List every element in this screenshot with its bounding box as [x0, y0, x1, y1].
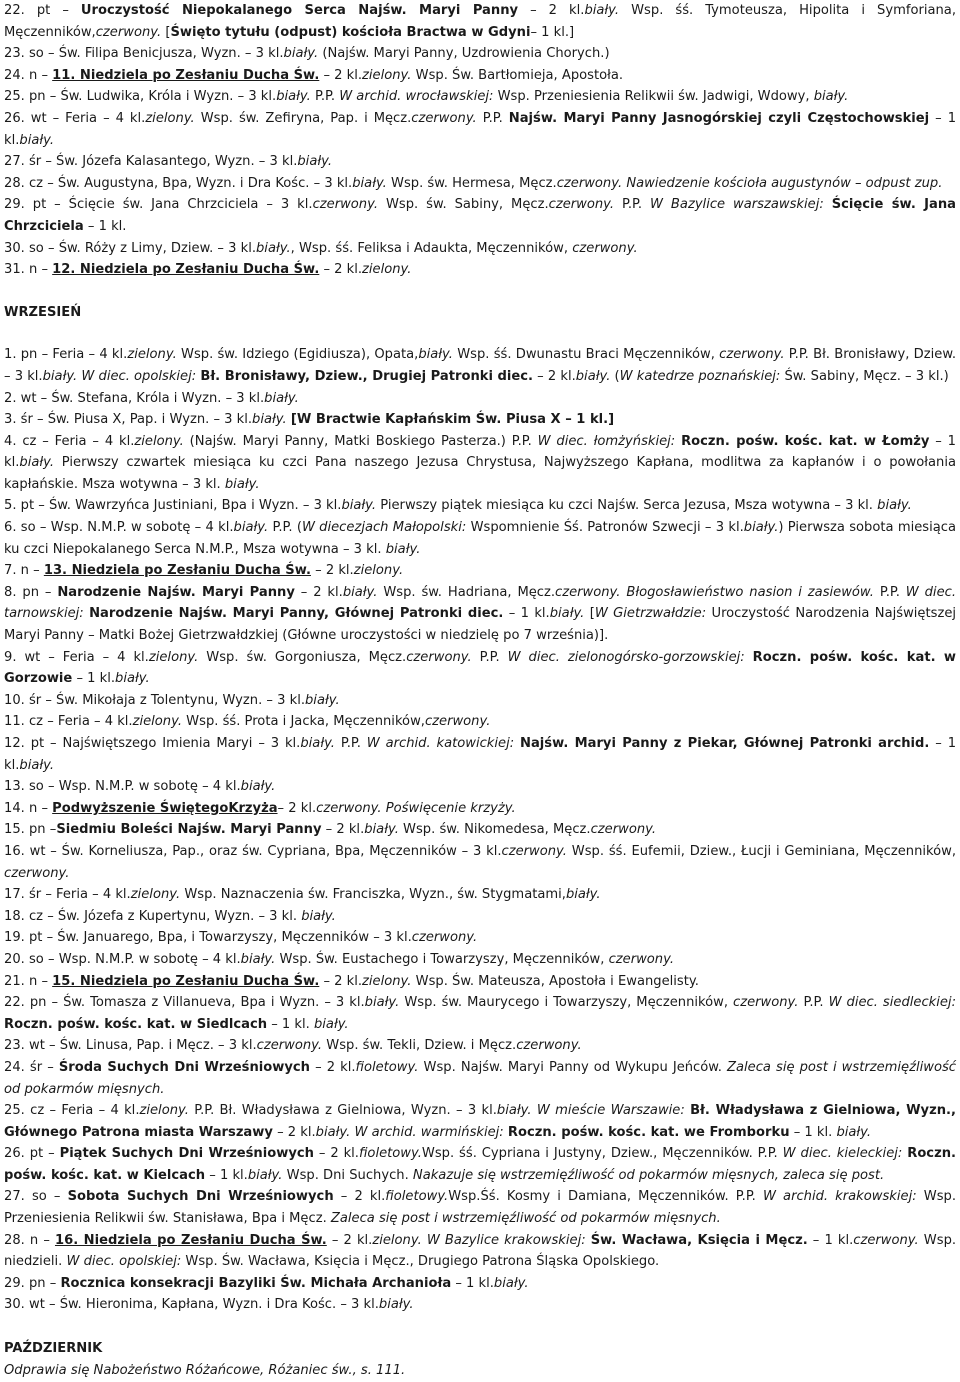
entry-text: 20. so – Wsp. N.M.P. w sobotę – 4 kl.: [4, 951, 241, 967]
entry-text: 22. pt –: [4, 3, 81, 18]
entry-text: – 1 kl.: [4, 736, 957, 773]
entry-text: 24. śr –: [4, 1059, 59, 1075]
calendar-entry: [4, 1100, 956, 1143]
calendar-entry: [4, 259, 956, 281]
entry-text: – 2 kl.: [518, 3, 585, 18]
entry-text: 8. pn –: [4, 584, 58, 600]
calendar-entry: [4, 43, 956, 65]
entry-text: W diec. łomżyńskiej:: [537, 433, 676, 449]
calendar-entry: [4, 344, 956, 387]
entry-text: 12. Niedziela po Zesłaniu Ducha Św.: [52, 262, 320, 278]
entry-text: – 1 kl.: [267, 1016, 314, 1032]
entry-text: biały.: [313, 1016, 349, 1032]
entry-text: – 2 kl.: [294, 584, 343, 600]
entry-text: biały.: [252, 412, 287, 428]
entry-text: 27. so –: [4, 1189, 68, 1205]
entry-text: biały.: [305, 692, 340, 708]
calendar-entry: [4, 388, 956, 410]
entry-text: 1. pn – Feria – 4 kl.: [4, 347, 128, 363]
entry-text: (: [610, 368, 620, 384]
calendar-entry: [4, 733, 956, 776]
entry-text: – 1 kl.: [4, 110, 957, 148]
entry-text: Błogosławieństwo nasion i zasiewów.: [626, 584, 874, 600]
entry-text: czerwony.: [572, 240, 638, 256]
entry-text: Najśw. Maryi Panny Jasnogórskiej czyli Częstochowskiej: [508, 110, 930, 126]
entry-text: Wsp. Przeniesienia Relikwii św. Stanisława, Bpa i Męcz.: [4, 1189, 956, 1227]
entry-text: Zaleca się post i wstrzemięźliwość od pokarmów mięsnych.: [330, 1211, 721, 1227]
entry-text: 4. cz – Feria – 4 kl.: [4, 433, 135, 449]
entry-text: – 2 kl.: [319, 262, 363, 278]
entry-text: – 1 kl.: [4, 433, 956, 471]
entry-text: , Wsp. śś. Feliksa i Adaukta, Męczenników,: [290, 240, 573, 256]
entry-text: Zaleca się post i wstrzemięźliwość od pokarmów mięsnych.: [4, 1059, 957, 1097]
calendar-entry: [4, 431, 956, 496]
entry-text: [745, 650, 753, 665]
entry-text: Wsp. niedzieli.: [4, 1232, 957, 1270]
entry-text: [: [584, 606, 595, 622]
entry-text: fioletowy.: [385, 1189, 449, 1205]
entry-text: biały.: [418, 347, 453, 363]
entry-text: Wsp. św. Tekli, Dziew. i Męcz.: [322, 1038, 517, 1054]
entry-text: czerwony.: [95, 24, 162, 40]
entry-text: biały.: [364, 995, 400, 1011]
entry-text: biały.: [575, 368, 611, 384]
entry-text: 11. Niedziela po Zesłaniu Ducha Św.: [52, 67, 320, 83]
entry-text: czerwony.: [516, 1038, 582, 1054]
entry-text: zielony.: [132, 714, 183, 730]
calendar-entry: [4, 65, 956, 87]
calendar-entry: [4, 1035, 956, 1057]
entry-text: zielony.: [362, 262, 412, 278]
entry-text: Roczn. pośw. kośc. kat. w Gorzowie: [4, 649, 957, 687]
entry-text: zielony.: [127, 347, 177, 363]
entry-text: czerwony.: [312, 197, 378, 213]
entry-text: biały.: [813, 89, 849, 105]
entry-text: 19. pt – Św. Januarego, Bpa, i Towarzyszy, Męczenników – 3 kl.: [4, 930, 412, 946]
entry-text: (Najśw. Maryi Panny, Uzdrowienia Chorych.): [318, 46, 610, 62]
entry-text: – 1 kl.: [503, 606, 550, 622]
entry-text: W Bazylice krakowskiej:: [426, 1232, 586, 1248]
entry-text: – 1 kl.: [789, 1124, 837, 1140]
entry-text: Wsp. Św. Bartłomieja, Apostoła.: [411, 67, 624, 83]
entry-text: W diec. opolskiej:: [66, 1254, 182, 1270]
entry-text: Uroczystość Niepokalanego Serca Najśw. Maryi Panny: [80, 3, 519, 18]
entry-text: – 1 kl.: [451, 1275, 494, 1291]
entry-text: zielony.: [362, 67, 412, 83]
entry-text: 29. pn –: [4, 1275, 61, 1291]
entry-text: W diec. kieleckiej:: [782, 1146, 903, 1162]
calendar-entry: [4, 173, 956, 195]
entry-text: – 2 kl.: [333, 1189, 386, 1205]
entry-text: biały.: [584, 3, 620, 18]
entry-text: – 2 kl.: [277, 800, 317, 816]
entry-text: W archid. warmińskiej:: [354, 1124, 504, 1140]
entry-text: biały.: [240, 779, 276, 795]
calendar-entry: [4, 108, 956, 151]
entry-text: Sobota Suchych Dni Wrześniowych: [67, 1189, 334, 1205]
calendar-entry: [4, 495, 956, 517]
entry-text: biały.: [877, 498, 912, 514]
entry-text: Wsp. św. Zefiryna, Pap. i Męcz.: [194, 110, 412, 126]
entry-text: biały.: [301, 908, 336, 924]
entry-text: Wsp. św. Hermesa, Męcz.: [386, 175, 557, 191]
entry-text: Nakazuje się wstrzemięźliwość od pokarmów mięsnych, zaleca się post.: [412, 1167, 885, 1183]
calendar-entry: [4, 992, 956, 1035]
entry-text: zielony.: [362, 973, 412, 989]
entry-text: czerwony.: [548, 197, 615, 213]
entry-text: 22. pn – Św. Tomasza z Villanueva, Bpa i Wyzn. – 3 kl.: [4, 995, 365, 1011]
entry-text: P.P.: [798, 995, 829, 1011]
entry-text: czerwony.: [316, 800, 382, 816]
calendar-entry: [4, 1294, 956, 1316]
entry-text: W archid. katowickiej:: [366, 736, 515, 751]
entry-text: Uroczystość Narodzenia Najświętszej Maryi Panny – Matki Bożej Gietrzwałdzkiej (Główne uroczystości w niedzielę po 7 września)].: [4, 606, 957, 644]
entry-text: P.P.: [310, 89, 340, 105]
entry-text: Najśw. Maryi Panny z Piekar, Głównej Patronki archid.: [520, 736, 930, 751]
entry-text: Wsp. Św. Eustachego i Towarzyszy, Męczenników,: [275, 951, 609, 967]
entry-text: 18. cz – Św. Józefa z Kupertynu, Wyzn. – 3 kl.: [4, 908, 302, 924]
entry-text: biały.: [378, 1297, 414, 1313]
calendar-entry: [4, 690, 956, 712]
entry-text: biały.: [283, 46, 319, 62]
entry-text: 27. śr – Św. Józefa Kalasantego, Wyzn. – 3 kl.: [4, 154, 298, 170]
entry-text: biały.: [224, 476, 260, 492]
entry-text: Wsp. Św. Wacława, Księcia i Męcz., Drugiego Patrona Śląska Opolskiego.: [181, 1254, 660, 1270]
entry-text: czerwony.: [853, 1232, 919, 1248]
entry-text: Roczn. pośw. kośc. kat. we Fromborku: [507, 1124, 790, 1140]
calendar-entry: [4, 841, 956, 884]
entry-text: biały.: [493, 1275, 529, 1291]
entry-text: biały.: [342, 584, 378, 600]
entry-text: 16. wt – Św. Korneliusza, Pap., oraz św. Cypriana, Bpa, Męczenników – 3 kl.: [4, 843, 502, 859]
entry-text: biały.: [300, 736, 335, 751]
entry-text: Wsp. śś. Tymoteusza, Hipolita i Symforiana, Męczenników,: [4, 3, 956, 40]
entry-text: 6. so – Wsp. N.M.P. w sobotę – 4 kl.: [4, 520, 234, 536]
entry-text: czerwony.: [719, 347, 785, 363]
entry-text: biały.: [19, 132, 55, 148]
entry-text: biały.: [364, 822, 399, 838]
entry-text: W diecezjach Małopolski:: [301, 520, 467, 536]
entry-text: biały.: [42, 368, 78, 384]
entry-text: Rocznica konsekracji Bazyliki Św. Michała Archanioła: [60, 1275, 452, 1291]
entry-text: Poświęcenie krzyży.: [385, 800, 516, 816]
entry-text: Roczn. pośw. kośc. kat. w Łomży: [681, 433, 930, 449]
entry-text: 31. n –: [4, 262, 53, 278]
entry-text: – 2 kl.: [533, 368, 576, 384]
calendar-entry: [4, 1057, 956, 1100]
calendar-entry: [4, 1143, 956, 1186]
entry-text: zielony.: [372, 1232, 422, 1248]
entry-text: – 2 kl.: [313, 1146, 359, 1162]
entry-text: 26. wt – Feria – 4 kl.: [4, 110, 146, 126]
entry-text: biały.: [19, 455, 55, 471]
entry-text: Pierwszy czwartek miesiąca ku czci Pana naszego Jezusa Chrystusa, Najwyższego Kapłana, modlitwa za kapłanów i o powołania kapłańskie. Msza wotywna – 3 kl.: [4, 455, 956, 492]
entry-text: czerwony.: [556, 175, 623, 191]
entry-text: czerwony.: [424, 714, 491, 730]
entry-text: Wsp. św. Maurycego i Towarzyszy, Męczenników,: [399, 995, 734, 1011]
entry-text: P.P. Bł. Bronisławy, Dziew. – 3 kl.: [4, 347, 956, 384]
calendar-entry: [4, 1273, 956, 1295]
entry-text: biały.: [233, 520, 269, 536]
calendar-entry: [4, 1230, 956, 1273]
entry-text: 13. so – Wsp. N.M.P. w sobotę – 4 kl.: [4, 779, 241, 795]
entry-text: biały.: [565, 887, 601, 903]
august-section: [4, 0, 956, 281]
entry-text: [: [161, 24, 171, 40]
entry-text: 26. pt –: [4, 1146, 60, 1162]
calendar-entry: [4, 1186, 956, 1229]
entry-text: czerwony.: [608, 951, 674, 967]
entry-text: czerwony.: [555, 584, 621, 600]
calendar-entry: [4, 238, 956, 260]
calendar-entry: [4, 151, 956, 173]
entry-text: P.P.: [873, 584, 906, 600]
entry-text: Roczn. pośw. kośc. kat. w Siedlcach: [4, 1016, 268, 1032]
entry-text: Wsp. śś. Dwunastu Braci Męczenników,: [452, 347, 720, 363]
entry-text: biały.: [247, 1167, 283, 1183]
entry-text: – 2 kl.: [309, 1059, 356, 1075]
entry-text: 29. pt – Ścięcie św. Jana Chrzciciela – 3 kl.: [4, 197, 313, 213]
entry-text: Wsp. św. Hadriana, Męcz.: [377, 584, 556, 600]
entry-text: biały.: [549, 606, 585, 622]
entry-text: czerwony.: [406, 649, 472, 665]
entry-text: Wsp. śś. Cypriana i Justyny, Dziew., Męczenników. P.P.: [421, 1146, 783, 1162]
calendar-entry: [4, 582, 956, 647]
entry-text: Wsp. Św. Mateusza, Apostoła i Ewangelisty.: [411, 973, 699, 989]
calendar-entry: [4, 949, 956, 971]
entry-text: zielony.: [148, 649, 199, 665]
entry-text: W Gietrzwałdzie:: [594, 606, 707, 622]
entry-text: 3. śr – Św. Piusa X, Pap. i Wyzn. – 3 kl.: [4, 412, 253, 428]
entry-text: Św. Wacława, Księcia i Męcz.: [590, 1232, 808, 1248]
entry-text: Wsp.Śś. Kosmy i Damiana, Męczenników. P.P.: [448, 1189, 763, 1205]
entry-text: 11. cz – Feria – 4 kl.: [4, 714, 133, 730]
september-heading: WRZESIEŃ: [4, 304, 82, 320]
entry-text: Wsp. Przeniesienia Relikwii św. Jadwigi, Wdowy,: [493, 89, 814, 105]
entry-text: Wsp. Dni Suchych.: [282, 1167, 413, 1183]
calendar-entry: [4, 647, 956, 690]
entry-text: 9. wt – Feria – 4 kl.: [4, 649, 149, 665]
entry-text: biały.: [264, 390, 299, 406]
entry-text: czerwony.: [411, 110, 477, 126]
entry-text: Pierwszy piątek miesiąca ku czci Najśw. Serca Jezusa, Msza wotywna – 3 kl.: [376, 498, 878, 514]
entry-text: czerwony.: [256, 1038, 323, 1054]
entry-text: czerwony.: [733, 995, 799, 1011]
calendar-entry: [4, 776, 956, 798]
entry-text: Siedmiu Boleści Najśw. Maryi Panny: [56, 822, 322, 838]
entry-text: 28. cz – Św. Augustyna, Bpa, Wyzn. i Dra Kośc. – 3 kl.: [4, 175, 353, 191]
entry-text: biały.: [341, 498, 377, 514]
entry-text: W archid. wrocławskiej:: [339, 89, 494, 105]
entry-text: Wsp. św. Gorgoniusza, Męcz.: [198, 649, 407, 665]
entry-text: zielony.: [145, 110, 195, 126]
entry-text: Narodzenie Najśw. Maryi Panny: [57, 584, 295, 600]
entry-text: czerwony.: [501, 843, 567, 859]
entry-text: zielony.: [139, 1103, 189, 1119]
entry-text: 15. pn –: [4, 822, 57, 838]
entry-text: czerwony.: [4, 865, 70, 881]
entry-text: P.P.: [471, 649, 508, 665]
entry-text: Wsp. św. Nikomedesa, Męcz.: [398, 822, 591, 838]
entry-text: W diec. zielonogórsko-gorzowskiej:: [507, 649, 745, 665]
entry-text: Bł. Bronisławy, Dziew., Drugiej Patronki diec.: [200, 368, 533, 384]
entry-text: – 2 kl.: [319, 973, 363, 989]
entry-text: – 1 kl.: [83, 218, 127, 234]
entry-text: biały.: [240, 951, 276, 967]
entry-text: – 2 kl.: [319, 67, 363, 83]
entry-text: 25. cz – Feria – 4 kl.: [4, 1103, 140, 1119]
entry-text: Roczn. pośw. kośc. kat. w Kielcach: [4, 1146, 956, 1183]
entry-text: biały.: [385, 541, 421, 557]
entry-text: zielony.: [353, 563, 404, 579]
entry-text: 23. wt – Św. Linusa, Pap. i Męcz. – 3 kl.: [4, 1038, 257, 1054]
entry-text: (Najśw. Maryi Panny, Matki Boskiego Pasterza.) P.P.: [183, 433, 538, 449]
calendar-entry: [4, 711, 956, 733]
entry-text: Nawiedzenie kościoła augustynów – odpust zup.: [626, 175, 943, 191]
entry-text: czerwony.: [590, 822, 657, 838]
entry-text: P.P.: [476, 110, 509, 126]
entry-text: 30. so – Św. Róży z Limy, Dziew. – 3 kl.: [4, 240, 256, 256]
entry-text: 21. n –: [4, 973, 53, 989]
entry-text: fioletowy.: [355, 1059, 419, 1075]
entry-text: Narodzenie Najśw. Maryi Panny, Głównej Patronki diec.: [89, 606, 504, 622]
entry-text: – 2 kl.: [310, 563, 354, 579]
entry-text: Wspomnienie Śś. Patronów Szwecji – 3 kl.: [466, 520, 744, 536]
entry-text: biały.: [297, 154, 333, 170]
october-heading: PAŹDZIERNIK: [4, 1341, 103, 1357]
entry-text: 23. so – Św. Filipa Benicjusza, Wyzn. – 3 kl.: [4, 46, 284, 62]
entry-text: Środa Suchych Dni Wrześniowych: [58, 1059, 310, 1075]
entry-text: Święto tytułu (odpust) kościoła Bractwa w Gdyni: [170, 24, 531, 40]
entry-text: biały.: [115, 671, 150, 687]
entry-text: – 1 kl.]: [530, 24, 575, 40]
calendar-entry: [4, 409, 956, 431]
entry-text: – 1 kl.: [72, 671, 116, 687]
entry-text: Św. Sabiny, Męcz. – 3 kl.): [780, 368, 949, 384]
entry-text: 16. Niedziela po Zesłaniu Ducha Św.: [54, 1232, 327, 1248]
entry-text: biały.: [352, 175, 387, 191]
entry-text: biały.: [276, 89, 311, 105]
calendar-entry: [4, 0, 956, 43]
entry-text: 2. wt – Św. Stefana, Króla i Wyzn. – 3 kl.: [4, 390, 265, 406]
entry-text: 28. n –: [4, 1232, 55, 1248]
entry-text: W Bazylice warszawskiej:: [650, 197, 824, 213]
entry-text: Wsp. św. Sabiny, Męcz.: [378, 197, 549, 213]
entry-text: P.P.: [334, 736, 367, 751]
entry-text: W mieście Warszawie:: [536, 1103, 685, 1119]
entry-text: 25. pn – Św. Ludwika, Króla i Wyzn. – 3 kl.: [4, 89, 277, 105]
entry-text: czerwony.: [411, 930, 478, 946]
entry-text: 12. pt – Najświętszego Imienia Maryi – 3 kl.: [4, 736, 301, 751]
october-note: Odprawia się Nabożeństwo Różańcowe, Różaniec św., s. 111.: [4, 1362, 406, 1378]
calendar-entry: [4, 819, 956, 841]
entry-text: 7. n –: [4, 563, 44, 579]
calendar-entry: [4, 560, 956, 582]
calendar-entry: [4, 798, 956, 820]
entry-text: zielony.: [134, 433, 184, 449]
entry-text: 10. śr – Św. Mikołaja z Tolentynu, Wyzn. – 3 kl.: [4, 692, 305, 708]
calendar-entry: [4, 884, 956, 906]
calendar-entry: [4, 927, 956, 949]
entry-text: W diec. tarnowskiej:: [4, 584, 956, 622]
entry-text: Podwyższenie ŚwiętegoKrzyża: [52, 800, 278, 816]
entry-text: biały.: [836, 1124, 872, 1140]
calendar-entry: [4, 971, 956, 993]
entry-text: 30. wt – Św. Hieronima, Kapłana, Wyzn. i Dra Kośc. – 3 kl.: [4, 1297, 379, 1313]
entry-text: – 1 kl.: [205, 1167, 248, 1183]
entry-text: Piątek Suchych Dni Wrześniowych: [59, 1146, 314, 1162]
entry-text: 5. pt – Św. Wawrzyńca Justiniani, Bpa i Wyzn. – 3 kl.: [4, 498, 342, 514]
calendar-entry: [4, 906, 956, 928]
entry-text: biały.: [315, 1124, 351, 1140]
entry-text: W diec. siedleckiej:: [828, 995, 956, 1011]
entry-text: W archid. krakowskiej:: [762, 1189, 917, 1205]
calendar-entry: [4, 194, 956, 237]
entry-text: 13. Niedziela po Zesłaniu Ducha Św.: [43, 563, 311, 579]
entry-text: 17. śr – Feria – 4 kl.: [4, 887, 131, 903]
entry-text: P.P. Bł. Władysława z Gielniowa, Wyzn. – 3 kl.: [188, 1103, 497, 1119]
entry-text: biały.: [743, 520, 779, 536]
entry-text: – 1 kl.: [807, 1232, 854, 1248]
entry-text: Wsp. śś. Eufemii, Dziew., Łucji i Geminiana, Męczenników,: [566, 843, 957, 859]
entry-text: biały.: [256, 240, 291, 256]
entry-text: Wsp. Najśw. Maryi Panny od Wykupu Jeńców.: [418, 1059, 728, 1075]
entry-text: Bł. Władysława z Gielniowa, Wyzn., Głównego Patrona miasta Warszawy: [4, 1103, 956, 1140]
entry-text: Ścięcie św. Jana Chrzciciela: [4, 197, 957, 234]
entry-text: ) Pierwsza sobota miesiąca ku czci Niepokalanego Serca N.M.P., Msza wotywna – 3 kl.: [4, 520, 956, 557]
entry-text: Wsp. Naznaczenia św. Franciszka, Wyzn., św. Stygmatami,: [180, 887, 566, 903]
entry-text: 15. Niedziela po Zesłaniu Ducha Św.: [52, 973, 320, 989]
entry-text: [W Bractwie Kapłańskim Św. Piusa X – 1 kl.]: [290, 412, 615, 428]
entry-text: P.P.: [614, 197, 651, 213]
september-section: [4, 344, 956, 1316]
entry-text: – 2 kl.: [326, 1232, 373, 1248]
entry-text: fioletowy.: [358, 1146, 422, 1162]
calendar-entry: [4, 517, 956, 560]
entry-text: Wsp. śś. Prota i Jacka, Męczenników,: [182, 714, 425, 730]
entry-text: biały.: [496, 1103, 532, 1119]
entry-text: W katedrze poznańskiej:: [619, 368, 781, 384]
entry-text: biały.: [19, 757, 55, 773]
entry-text: zielony.: [130, 887, 181, 903]
entry-text: 14. n –: [4, 800, 53, 816]
entry-text: [824, 197, 832, 212]
entry-text: Wsp. św. Idziego (Egidiusza), Opata,: [176, 347, 419, 363]
entry-text: W diec. opolskiej:: [81, 368, 197, 384]
entry-text: P.P. (: [268, 520, 302, 536]
entry-text: 24. n –: [4, 67, 53, 83]
calendar-entry: [4, 86, 956, 108]
entry-text: – 2 kl.: [321, 822, 365, 838]
entry-text: – 2 kl.: [272, 1124, 316, 1140]
